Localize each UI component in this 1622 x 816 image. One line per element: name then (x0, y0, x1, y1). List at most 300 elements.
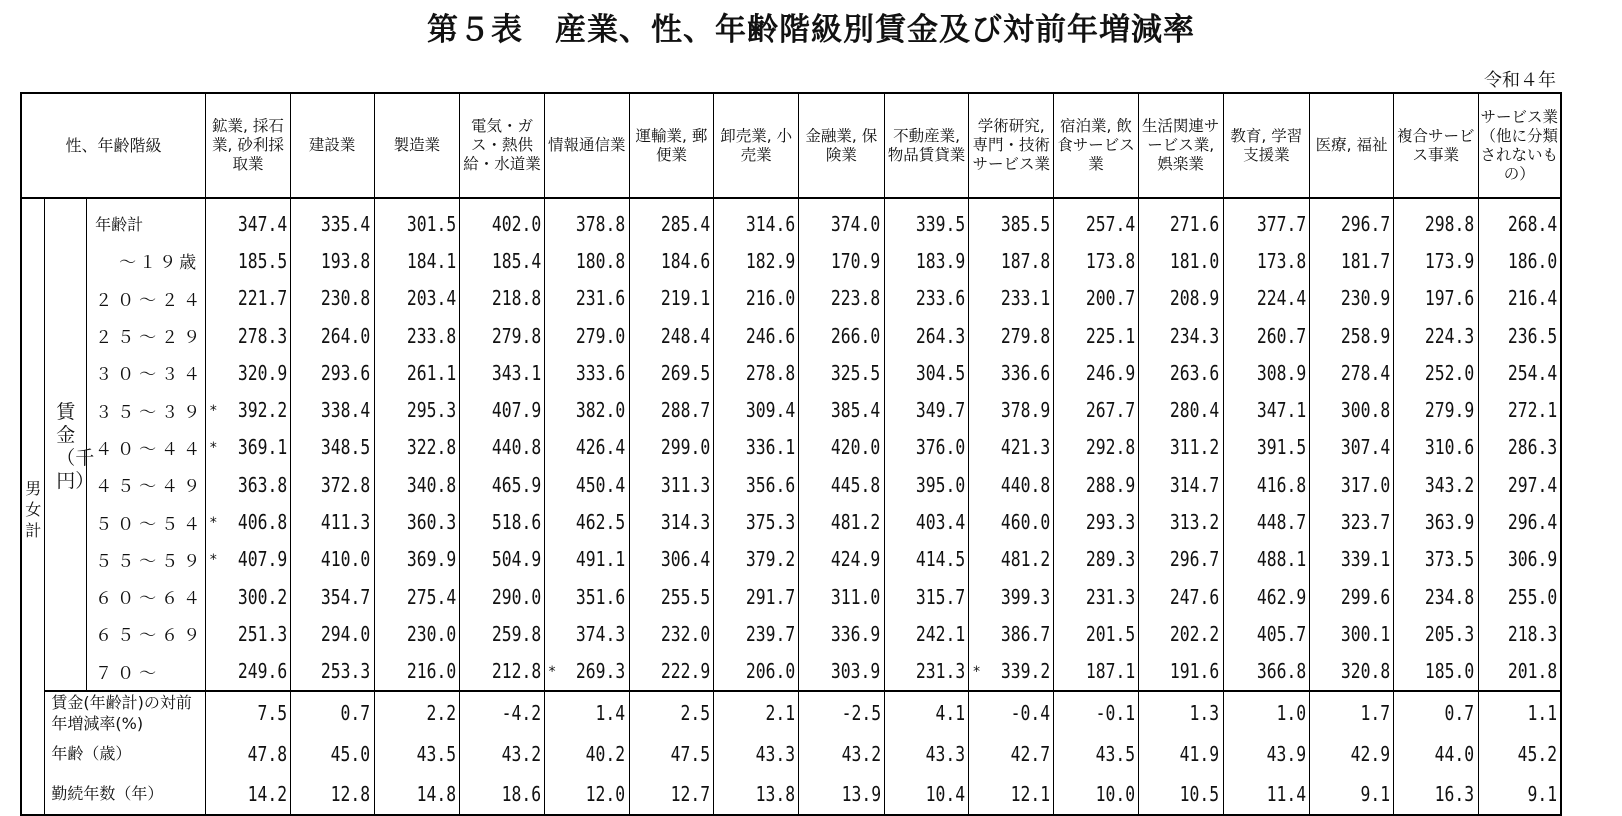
wage-value: 185.5 (237, 248, 287, 273)
wage-cell (1393, 198, 1478, 242)
wage-value: 292.8 (1085, 435, 1135, 460)
page-title: 第５表 産業、性、年齢階級別賃金及び対前年増減率 (427, 12, 1195, 48)
summary-cell (460, 691, 545, 734)
wage-value: 488.1 (1256, 547, 1307, 572)
summary-cell (460, 734, 545, 774)
summary-value: -2.5 (841, 700, 881, 725)
wage-value: 460.0 (1000, 510, 1051, 535)
wage-value: 426.4 (576, 435, 626, 460)
wage-cell (460, 354, 545, 391)
wage-value: 263.6 (1170, 360, 1220, 385)
wage-cell (206, 280, 291, 317)
wage-value: 278.3 (237, 323, 287, 348)
wage-cell (884, 466, 969, 503)
wage-value: 205.3 (1425, 621, 1475, 646)
wage-cell (969, 391, 1054, 428)
wage-cell (714, 578, 799, 615)
wage-value: 356.6 (745, 472, 796, 497)
wage-cell (799, 429, 885, 466)
wage-value: 255.0 (1507, 584, 1557, 609)
summary-value: 43.3 (755, 741, 796, 766)
wage-cell (206, 503, 291, 540)
wage-cell (1478, 503, 1561, 540)
summary-value: -0.4 (1010, 700, 1051, 725)
wage-cell (1478, 615, 1561, 652)
wage-value: 333.6 (576, 360, 626, 385)
wage-value: 257.4 (1085, 211, 1135, 236)
wage-value: 272.1 (1507, 398, 1557, 423)
summary-cell (1223, 774, 1310, 815)
wage-cell (1393, 653, 1478, 691)
summary-value: -0.1 (1095, 700, 1135, 725)
wage-value: 275.4 (406, 584, 457, 609)
wage-cell (544, 503, 629, 540)
wage-cell (1310, 280, 1394, 317)
wage-cell (884, 615, 969, 652)
wage-cell (629, 578, 714, 615)
wage-value: 212.8 (491, 659, 541, 684)
wage-value: 266.0 (831, 323, 881, 348)
header-row (21, 93, 1561, 198)
summary-value: 12.7 (670, 781, 711, 806)
wage-cell (206, 429, 291, 466)
wage-value: 335.4 (321, 211, 371, 236)
age-label: ３０～３４ (87, 354, 206, 391)
wage-value: 462.5 (576, 510, 626, 535)
wage-cell (884, 429, 969, 466)
age-label: ４０～４４ (87, 429, 206, 466)
summary-cell (544, 691, 629, 734)
wage-value: 261.1 (406, 360, 457, 385)
wage-cell (1138, 391, 1223, 428)
summary-value: 43.5 (416, 741, 457, 766)
header-industry: 医療, 福祉 (1310, 93, 1394, 198)
wage-value: 248.4 (660, 323, 711, 348)
wage-cell (374, 317, 460, 354)
wage-value: 320.9 (237, 360, 287, 385)
wage-cell (1393, 503, 1478, 540)
wage-cell (1054, 578, 1139, 615)
wage-cell (969, 466, 1054, 503)
wage-value: 372.8 (321, 472, 371, 497)
wage-value: 236.5 (1507, 323, 1557, 348)
wage-cell (290, 466, 374, 503)
age-label: ５５～５９ (87, 541, 206, 578)
wage-value: 300.8 (1340, 398, 1390, 423)
wage-value: 411.3 (321, 510, 371, 535)
header-category: 性、年齢階級 (21, 93, 206, 198)
wage-cell (714, 391, 799, 428)
wage-cell (799, 541, 885, 578)
wage-value: 271.6 (1170, 211, 1220, 236)
table-row (21, 354, 1561, 391)
wage-value: 216.0 (745, 286, 796, 311)
wage-cell (290, 242, 374, 279)
wage-value: 385.4 (831, 398, 881, 423)
wage-value: 406.8 (237, 510, 287, 535)
wage-cell (1223, 354, 1310, 391)
summary-cell (460, 774, 545, 815)
wage-cell (1478, 317, 1561, 354)
wage-value: 221.7 (237, 286, 287, 311)
summary-cell (1393, 774, 1478, 815)
wage-value: 386.7 (1000, 621, 1051, 646)
wage-value: 234.8 (1425, 584, 1475, 609)
age-label: ２５～２９ (87, 317, 206, 354)
wage-value: 279.8 (491, 323, 541, 348)
wage-value: 255.5 (660, 584, 711, 609)
summary-value: 0.7 (1444, 700, 1475, 725)
summary-value: 43.9 (1266, 741, 1307, 766)
wage-value: 481.2 (831, 510, 881, 535)
wage-value: 286.3 (1507, 435, 1557, 460)
wage-value: 311.2 (1170, 435, 1220, 460)
wage-cell (799, 354, 885, 391)
wage-cell (1223, 429, 1310, 466)
wage-cell (1393, 354, 1478, 391)
table-row (21, 391, 1561, 428)
wage-value: 294.0 (321, 621, 371, 646)
summary-cell (290, 734, 374, 774)
summary-cell (884, 734, 969, 774)
wage-value: 518.6 (491, 510, 541, 535)
wage-value: 208.9 (1170, 286, 1220, 311)
wage-cell (1138, 354, 1223, 391)
asterisk-mark: * (209, 440, 218, 457)
summary-cell (884, 691, 969, 734)
header-industry: 建設業 (290, 93, 374, 198)
summary-value: 40.2 (586, 741, 626, 766)
wage-cell (714, 429, 799, 466)
summary-value: 12.8 (331, 781, 371, 806)
wage-cell (714, 466, 799, 503)
wage-cell (290, 391, 374, 428)
wage-cell (1054, 503, 1139, 540)
wage-cell (290, 317, 374, 354)
wage-value: 181.7 (1340, 248, 1390, 273)
wage-value: 200.7 (1085, 286, 1135, 311)
wage-cell (1393, 466, 1478, 503)
wage-cell (1138, 653, 1223, 691)
wage-cell (1054, 429, 1139, 466)
wage-cell (1054, 615, 1139, 652)
wage-cell (969, 317, 1054, 354)
table-row (21, 734, 1561, 774)
wage-value: 306.9 (1507, 547, 1557, 572)
wage-value: 385.5 (1000, 211, 1051, 236)
wage-value: 234.3 (1170, 323, 1220, 348)
wage-value: 347.4 (237, 211, 287, 236)
wage-cell (969, 615, 1054, 652)
wage-cell (1478, 280, 1561, 317)
wage-label (45, 198, 95, 691)
wage-cell (1478, 466, 1561, 503)
wage-cell (1054, 242, 1139, 279)
wage-cell (884, 280, 969, 317)
header-industry: 不動産業, 物品賃貸業 (884, 93, 969, 198)
wage-value: 296.4 (1507, 510, 1557, 535)
wage-cell (884, 578, 969, 615)
summary-cell (206, 691, 291, 734)
wage-cell (544, 354, 629, 391)
wage-cell (1478, 242, 1561, 279)
wage-value: 187.1 (1085, 659, 1135, 684)
summary-value: 14.8 (416, 781, 457, 806)
wage-value: 242.1 (916, 621, 966, 646)
table-row (21, 653, 1561, 691)
wage-value: 391.5 (1256, 435, 1307, 460)
wage-cell (1223, 280, 1310, 317)
wage-cell (374, 280, 460, 317)
group-label-text: 男女計 (25, 478, 42, 540)
summary-cell (1138, 774, 1223, 815)
wage-value: 338.4 (321, 398, 371, 423)
wage-cell (460, 280, 545, 317)
wage-value: 440.8 (491, 435, 541, 460)
wage-cell (460, 541, 545, 578)
header-industry: 情報通信業 (544, 93, 629, 198)
wage-value: 301.5 (406, 211, 457, 236)
wage-cell (1054, 466, 1139, 503)
wage-cell (969, 503, 1054, 540)
wage-cell (290, 615, 374, 652)
wage-cell (460, 615, 545, 652)
header-industry: 卸売業, 小売業 (714, 93, 799, 198)
summary-cell (374, 774, 460, 815)
wage-cell (799, 198, 885, 242)
wage-cell (1138, 615, 1223, 652)
wage-cell (374, 615, 460, 652)
wage-cell (714, 317, 799, 354)
summary-cell (629, 691, 714, 734)
wage-value: 216.4 (1507, 286, 1557, 311)
wage-cell (290, 429, 374, 466)
wage-cell (1310, 198, 1394, 242)
wage-cell (290, 503, 374, 540)
wage-cell (969, 429, 1054, 466)
wage-cell (1138, 541, 1223, 578)
summary-value: 10.0 (1095, 781, 1135, 806)
wage-value: 378.9 (1000, 398, 1051, 423)
wage-value: 246.9 (1085, 360, 1135, 385)
wage-value: 343.2 (1425, 472, 1475, 497)
wage-value: 285.4 (660, 211, 711, 236)
summary-value: 43.2 (501, 741, 541, 766)
wage-cell (374, 354, 460, 391)
wage-value: 299.6 (1340, 584, 1390, 609)
summary-label: 賃金(年齢計)の対前年増減率(%) (45, 691, 206, 734)
wage-cell (799, 391, 885, 428)
wage-value: 239.7 (745, 621, 796, 646)
wage-value: 377.7 (1256, 211, 1307, 236)
wage-value: 340.8 (406, 472, 457, 497)
wage-value: 375.3 (745, 510, 796, 535)
wage-cell (714, 615, 799, 652)
wage-value: 402.0 (491, 211, 541, 236)
wage-value: 306.4 (660, 547, 711, 572)
wage-cell (544, 242, 629, 279)
wage-cell (884, 503, 969, 540)
wage-value: 268.4 (1507, 211, 1557, 236)
summary-cell (374, 691, 460, 734)
wage-value: 233.1 (1000, 286, 1051, 311)
wage-cell (799, 317, 885, 354)
wage-cell (629, 429, 714, 466)
wage-cell (460, 466, 545, 503)
wage-value: 405.7 (1256, 621, 1307, 646)
wage-cell (629, 317, 714, 354)
summary-value: 14.2 (247, 781, 287, 806)
summary-cell (629, 774, 714, 815)
wage-cell (1138, 429, 1223, 466)
summary-cell (1054, 691, 1139, 734)
wage-value: 230.8 (321, 286, 371, 311)
wage-cell (714, 242, 799, 279)
wage-cell (799, 242, 885, 279)
wage-cell (290, 354, 374, 391)
wage-cell (884, 541, 969, 578)
header-industry: 運輸業, 郵便業 (629, 93, 714, 198)
wage-cell (1393, 429, 1478, 466)
wage-cell (206, 466, 291, 503)
wage-value: 309.4 (745, 398, 796, 423)
wage-value: 260.7 (1256, 323, 1307, 348)
wage-value: 173.8 (1256, 248, 1307, 273)
wage-cell (1223, 242, 1310, 279)
wage-cell (1138, 198, 1223, 242)
wage-cell (290, 578, 374, 615)
header-industry: 金融業, 保険業 (799, 93, 885, 198)
table-row (21, 280, 1561, 317)
wage-value: 202.2 (1170, 621, 1220, 646)
wage-cell (1393, 280, 1478, 317)
summary-value: 47.5 (670, 741, 711, 766)
age-label: 年齢計 (87, 198, 206, 242)
wage-value: 343.1 (491, 360, 541, 385)
wage-cell (799, 653, 885, 691)
wage-value: 233.8 (406, 323, 457, 348)
wage-cell (206, 391, 291, 428)
wage-value: 185.4 (491, 248, 541, 273)
wage-cell (1223, 578, 1310, 615)
wage-value: 297.4 (1507, 472, 1557, 497)
summary-cell (544, 734, 629, 774)
wage-cell (374, 466, 460, 503)
wage-value: 369.9 (406, 547, 457, 572)
wage-cell (1138, 242, 1223, 279)
wage-cell (969, 578, 1054, 615)
wage-value: 269.3 (576, 659, 626, 684)
wage-cell (799, 615, 885, 652)
wage-cell (1138, 503, 1223, 540)
wage-cell (629, 280, 714, 317)
wage-value: 296.7 (1340, 211, 1390, 236)
wage-cell (374, 653, 460, 691)
summary-value: 47.8 (247, 741, 287, 766)
wage-cell (969, 198, 1054, 242)
wage-value: 416.8 (1256, 472, 1307, 497)
wage-value: 450.4 (576, 472, 626, 497)
table-row (21, 198, 1561, 242)
wage-value: 314.7 (1170, 472, 1220, 497)
wage-value: 182.9 (745, 248, 796, 273)
wage-cell (799, 466, 885, 503)
wage-value: 269.5 (660, 360, 711, 385)
wage-cell (629, 503, 714, 540)
wage-value: 320.8 (1340, 659, 1390, 684)
wage-value: 303.9 (831, 659, 881, 684)
wage-value: 336.6 (1000, 360, 1051, 385)
wage-value: 376.0 (916, 435, 966, 460)
wage-cell (1054, 653, 1139, 691)
wage-value: 336.9 (831, 621, 881, 646)
wage-value: 258.9 (1340, 323, 1390, 348)
wage-value: 279.9 (1425, 398, 1475, 423)
wage-label-text: 賃金（千円） (56, 401, 95, 493)
summary-value: 42.9 (1350, 741, 1390, 766)
summary-value: 4.1 (935, 700, 966, 725)
wage-cell (460, 242, 545, 279)
wage-cell (969, 280, 1054, 317)
summary-value: 2.2 (426, 700, 457, 725)
wage-value: 218.3 (1507, 621, 1557, 646)
wage-value: 191.6 (1170, 659, 1220, 684)
table-row (21, 503, 1561, 540)
summary-label: 勤続年数（年） (45, 774, 206, 815)
wage-cell (1054, 280, 1139, 317)
table-row (21, 242, 1561, 279)
wage-cell (969, 242, 1054, 279)
table-row (21, 774, 1561, 815)
wage-value: 307.4 (1340, 435, 1390, 460)
wage-value: 184.1 (406, 248, 457, 273)
wage-value: 186.0 (1507, 248, 1557, 273)
summary-cell (714, 734, 799, 774)
summary-value: 44.0 (1435, 741, 1475, 766)
wage-cell (544, 391, 629, 428)
wage-value: 185.0 (1425, 659, 1475, 684)
header-industry: サービス業（他に分類されないもの） (1478, 93, 1561, 198)
summary-value: 45.2 (1517, 741, 1557, 766)
wage-value: 184.6 (660, 248, 711, 273)
wage-cell (544, 429, 629, 466)
wage-cell (374, 578, 460, 615)
wage-value: 278.8 (745, 360, 796, 385)
wage-value: 311.0 (831, 584, 881, 609)
wage-cell (799, 503, 885, 540)
table-row (21, 429, 1561, 466)
age-label: ７０～ (87, 653, 206, 691)
summary-value: 41.9 (1180, 741, 1220, 766)
wage-cell (1138, 280, 1223, 317)
summary-cell (290, 691, 374, 734)
wage-cell (1223, 198, 1310, 242)
wage-value: 290.0 (491, 584, 541, 609)
summary-value: 18.6 (501, 781, 541, 806)
wage-value: 193.8 (321, 248, 371, 273)
year-label: 令和４年 (1484, 70, 1556, 91)
summary-cell (1310, 734, 1394, 774)
wage-value: 288.9 (1085, 472, 1135, 497)
summary-cell (1310, 691, 1394, 734)
wage-cell (884, 198, 969, 242)
wage-value: 291.7 (745, 584, 796, 609)
wage-cell (1223, 466, 1310, 503)
wage-value: 420.0 (831, 435, 881, 460)
summary-cell (629, 734, 714, 774)
wage-value: 360.3 (406, 510, 457, 535)
wage-value: 231.3 (916, 659, 966, 684)
